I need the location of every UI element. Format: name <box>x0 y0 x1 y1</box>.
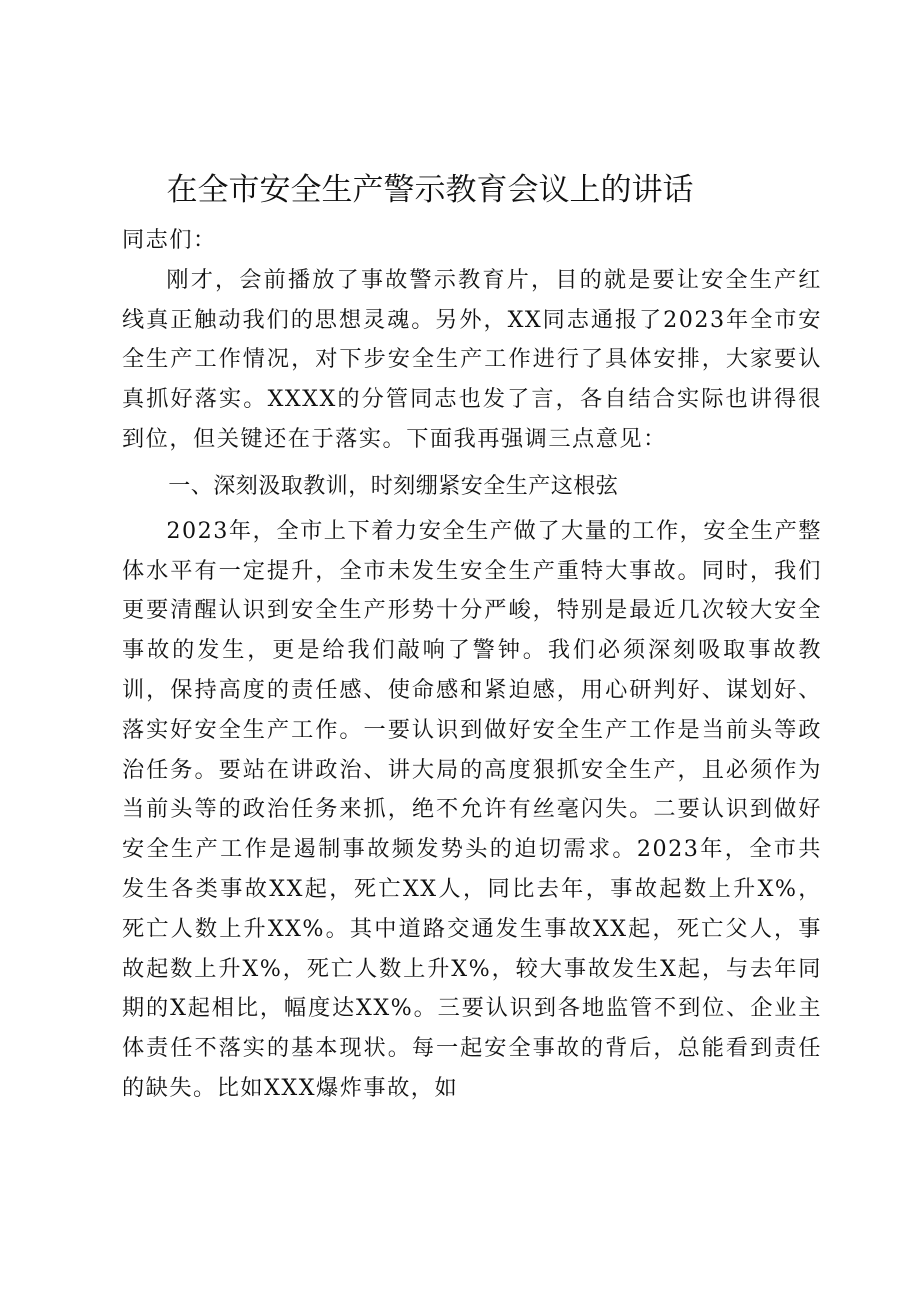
document-body <box>122 221 822 1109</box>
paragraph-opening: 刚才，会前播放了事故警示教育片，目的就是要让安全生产红线真正触动我们的思想灵魂。另外，XX同志通报了2023年全市安全生产工作情况，对下步安全生产工作进行了具体安排，大家要认真抓好落实。XXXX的分管同志也发了言，各自结合实际也讲得很到位，但关键还在于落实。下面我再强调三点意见： <box>122 266 822 452</box>
document-title: 在全市安全生产警示教育会议上的讲话 <box>166 172 694 208</box>
salutation: 同志们： <box>122 227 217 253</box>
section-heading-1: 一、深刻汲取教训，时刻绷紧安全生产这根弦 <box>168 473 619 499</box>
paragraph-section-1: 2023年，全市上下着力安全生产做了大量的工作，安全生产整体水平有一定提升，全市未发生安全生产重特大事故。同时，我们更要清醒认识到安全生产形势十分严峻，特别是最近几次较大安全事故的发生，更是给我们敲响了警钟。我们必须深刻吸取事故教训，保持高度的责任感、使命感和紧迫感，用心研判好、谋划好、落实好安全生产工作。一要认识到做好安全生产工作是当前头等政治任务。要站在讲政治、讲大局的高度狠抓安全生产，且必须作为当前头等的政治任务来抓，绝不允许有丝毫闪失。二要认识到做好安全生产工作是遏制事故频发势头的迫切需求。2023年，全市共发生各类事故XX起，死亡XX人，同比去年，事故起数上升X%，死亡人数上升XX%。其中道路交通发生事故XX起，死亡父人，事故起数上升X%，死亡人数上升X%，较大事故发生X起，与去年同期的X起相比，幅度达XX%。三要认识到各地监管不到位、企业主体责任不落实的基本现状。每一起安全事故的背后，总能看到责任的缺失。比如XXX爆炸事故，如 <box>122 517 822 1101</box>
